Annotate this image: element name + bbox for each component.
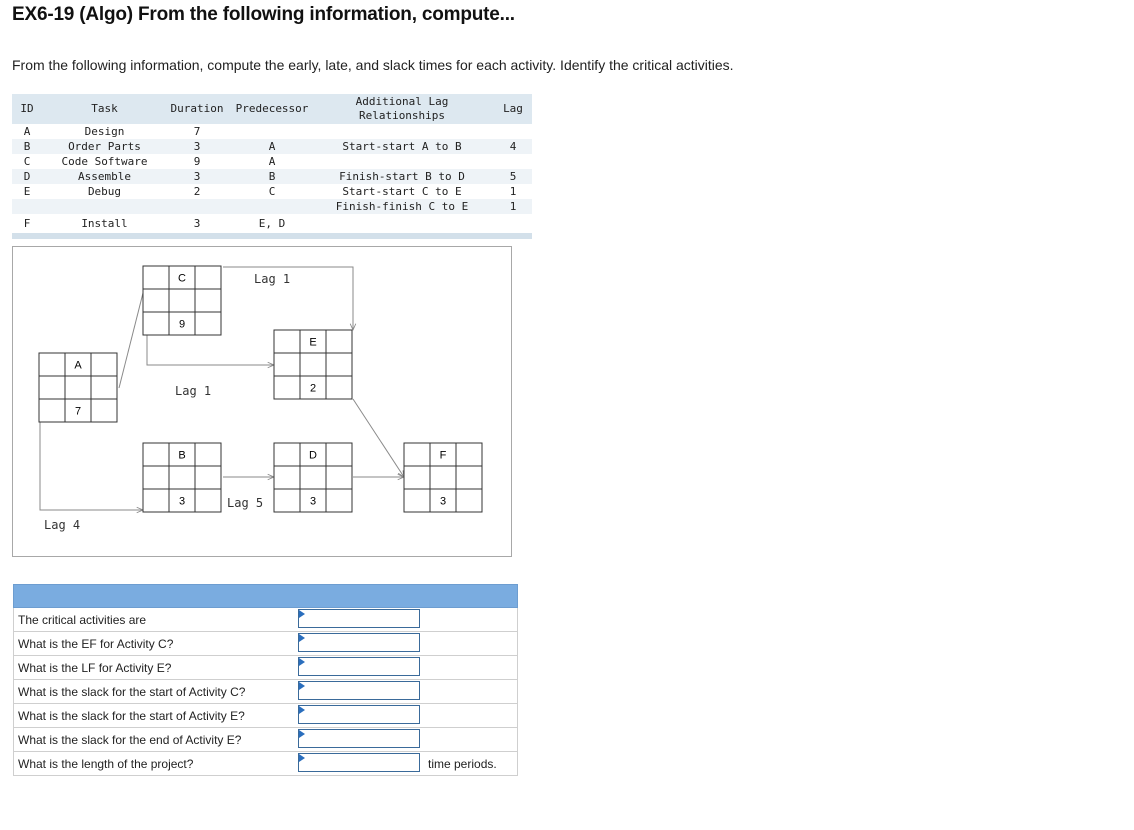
row-predecessor: E, D <box>258 217 286 230</box>
node-cell <box>274 466 300 489</box>
answer-unit: time periods. <box>424 752 518 776</box>
question-row <box>14 632 518 656</box>
node-cell <box>274 353 300 376</box>
answer-cell <box>298 704 424 728</box>
node-c <box>143 266 221 335</box>
node-cell <box>195 466 221 489</box>
row-duration: 2 <box>193 185 201 198</box>
node-cell <box>195 489 221 512</box>
row-duration: 3 <box>193 140 201 153</box>
answer-cell <box>298 728 424 752</box>
answer-input[interactable] <box>298 729 420 748</box>
lag-label-b-to-d: Lag 5 <box>227 496 264 510</box>
row-relationship <box>312 124 492 139</box>
header-task: Task <box>91 102 118 115</box>
header-relationships-line1: Additional Lag <box>355 95 449 108</box>
node-cell <box>143 312 169 335</box>
row-duration: 9 <box>193 155 201 168</box>
node-cell <box>274 330 300 353</box>
node-cell <box>91 353 117 376</box>
answer-cell <box>298 680 424 704</box>
node-cell <box>430 466 456 489</box>
answer-input[interactable] <box>298 681 420 700</box>
row-predecessor: A <box>268 140 276 153</box>
answer-cell <box>298 656 424 680</box>
question-row <box>14 680 518 704</box>
page-title: EX6-19 (Algo) From the following information, compute... <box>12 4 515 25</box>
answer-input[interactable] <box>298 657 420 676</box>
node-cell <box>456 466 482 489</box>
row-task: Order Parts <box>68 140 141 153</box>
row-predecessor: B <box>268 170 276 183</box>
node-cell <box>274 489 300 512</box>
row-lag <box>492 154 534 169</box>
question-label: What is the LF for Activity E? <box>14 656 299 680</box>
edge-a-to-b <box>40 422 143 510</box>
node-cell <box>91 376 117 399</box>
question-label: What is the slack for the start of Activity C? <box>14 680 299 704</box>
node-b <box>143 443 221 512</box>
node-cell <box>274 376 300 399</box>
row-id: F <box>23 217 31 230</box>
node-cell <box>404 443 430 466</box>
edge-e-to-f <box>353 399 404 477</box>
network-diagram <box>12 246 512 557</box>
row-task: Debug <box>87 185 122 198</box>
answer-cell <box>298 632 424 656</box>
row-predecessor: C <box>268 185 276 198</box>
answer-unit <box>424 728 518 752</box>
problem-instructions: From the following information, compute the early, late, and slack times for each activity. Identify the critical activities. <box>12 57 734 73</box>
row-id <box>12 199 42 214</box>
row-duration <box>162 199 232 214</box>
node-cell <box>143 443 169 466</box>
answer-unit <box>424 632 518 656</box>
node-cell <box>456 443 482 466</box>
header-lag: Lag <box>503 102 523 115</box>
node-cell <box>65 376 91 399</box>
row-lag: 1 <box>509 185 517 198</box>
node-cell <box>326 466 352 489</box>
node-duration: 3 <box>439 495 447 508</box>
question-row <box>14 656 518 680</box>
node-label: E <box>309 336 317 349</box>
node-cell <box>195 312 221 335</box>
node-duration: 7 <box>74 405 82 418</box>
row-relationship: Finish-finish C to E <box>335 200 469 213</box>
row-relationship: Finish-start B to D <box>339 170 465 183</box>
row-duration: 7 <box>193 125 201 138</box>
answer-input[interactable] <box>298 753 420 772</box>
row-id: B <box>23 140 31 153</box>
node-duration: 2 <box>309 382 317 395</box>
node-cell <box>326 330 352 353</box>
answer-input[interactable] <box>298 609 420 628</box>
answer-unit <box>424 680 518 704</box>
row-lag: 5 <box>509 170 517 183</box>
node-label: C <box>178 272 186 285</box>
answer-table-header <box>14 585 518 608</box>
node-cell <box>143 289 169 312</box>
header-relationships <box>312 94 492 124</box>
row-duration: 3 <box>193 170 201 183</box>
header-predecessor: Predecessor <box>235 102 309 115</box>
node-cell <box>195 289 221 312</box>
node-a <box>39 353 117 422</box>
question-row <box>14 728 518 752</box>
node-cell <box>300 353 326 376</box>
row-relationship <box>312 154 492 169</box>
node-cell <box>274 443 300 466</box>
node-cell <box>404 466 430 489</box>
header-duration: Duration <box>170 102 224 115</box>
question-label: What is the EF for Activity C? <box>14 632 299 656</box>
node-cell <box>39 353 65 376</box>
answer-unit <box>424 656 518 680</box>
node-cell <box>195 443 221 466</box>
node-cell <box>143 489 169 512</box>
node-cell <box>404 489 430 512</box>
node-label: D <box>309 449 317 462</box>
node-duration: 3 <box>178 495 186 508</box>
row-id: D <box>23 170 31 183</box>
row-id: C <box>23 155 31 168</box>
row-lag <box>492 214 534 233</box>
node-cell <box>195 266 221 289</box>
question-label: What is the length of the project? <box>14 752 299 776</box>
node-label: F <box>439 449 447 462</box>
row-task: Design <box>84 125 125 138</box>
node-cell <box>143 466 169 489</box>
node-cell <box>169 289 195 312</box>
node-label: B <box>178 449 186 462</box>
node-d <box>274 443 352 512</box>
row-relationship: Start-start C to E <box>342 185 462 198</box>
row-predecessor <box>237 199 307 214</box>
answer-unit <box>424 608 518 632</box>
node-f <box>404 443 482 512</box>
row-lag <box>492 124 534 139</box>
answer-input[interactable] <box>298 705 420 724</box>
answer-unit <box>424 704 518 728</box>
node-label: A <box>74 359 82 372</box>
question-label: What is the slack for the start of Activity E? <box>14 704 299 728</box>
network-diagram-svg <box>13 247 511 556</box>
activity-info-table <box>12 94 532 239</box>
row-lag: 1 <box>509 200 517 213</box>
question-label: What is the slack for the end of Activity E? <box>14 728 299 752</box>
node-cell <box>300 466 326 489</box>
question-row <box>14 752 518 776</box>
lag-label-c-to-e-ss: Lag 1 <box>175 384 212 398</box>
answer-cell <box>298 608 424 632</box>
header-relationships-line2: Relationships <box>358 109 446 122</box>
node-cell <box>326 353 352 376</box>
node-e <box>274 330 352 399</box>
row-duration: 3 <box>193 217 201 230</box>
table-bottom-band <box>12 233 532 239</box>
node-cell <box>326 489 352 512</box>
row-predecessor <box>237 124 307 139</box>
row-task: Install <box>81 217 128 230</box>
answer-cell <box>298 752 424 776</box>
row-id: A <box>23 125 31 138</box>
question-label: The critical activities are <box>14 608 299 632</box>
node-duration: 3 <box>309 495 317 508</box>
node-cell <box>326 443 352 466</box>
row-task <box>42 199 167 214</box>
node-cell <box>91 399 117 422</box>
row-lag: 4 <box>509 140 517 153</box>
lag-label-a-to-b: Lag 4 <box>44 518 81 532</box>
node-cell <box>39 376 65 399</box>
edge-a-to-c <box>119 293 143 388</box>
row-task: Code Software <box>61 155 148 168</box>
question-row <box>14 608 518 632</box>
answer-table <box>13 584 518 776</box>
answer-input[interactable] <box>298 633 420 652</box>
node-cell <box>39 399 65 422</box>
node-cell <box>143 266 169 289</box>
node-cell <box>326 376 352 399</box>
header-id: ID <box>20 102 34 115</box>
node-cell <box>456 489 482 512</box>
row-predecessor: A <box>268 155 276 168</box>
row-relationship <box>312 214 492 233</box>
question-row <box>14 704 518 728</box>
row-task: Assemble <box>78 170 131 183</box>
row-relationship: Start-start A to B <box>342 140 462 153</box>
row-id: E <box>23 185 31 198</box>
node-duration: 9 <box>178 318 186 331</box>
lag-label-c-to-e-ff: Lag 1 <box>254 272 291 286</box>
node-cell <box>169 466 195 489</box>
